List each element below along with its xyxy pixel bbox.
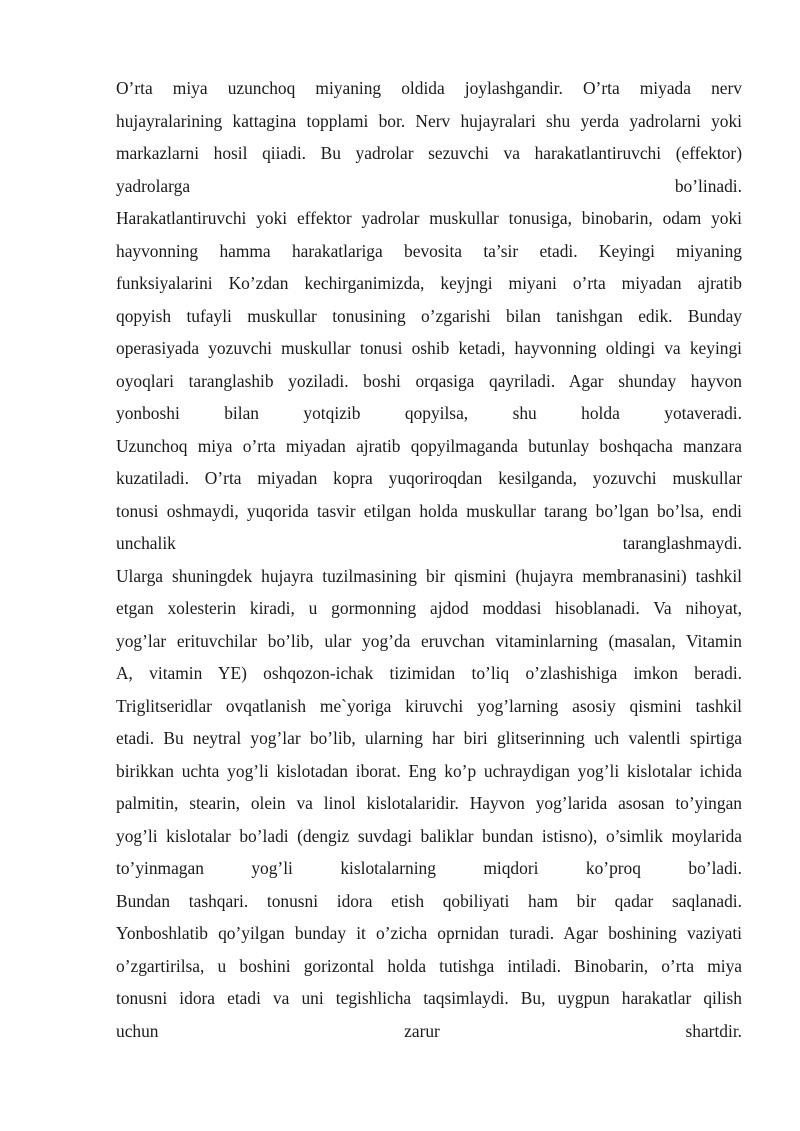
text-line: kuzatiladi. O’rta miyadan kopra yuqoriroqdan kesilganda, yozuvchi muskullar xyxy=(116,468,742,488)
document-page xyxy=(116,72,742,1047)
text-line: palmitin, stearin, olein va linol kislotalaridir. Hayvon yog’larida asosan to’yingan xyxy=(116,793,742,813)
text-line: O’rta miya uzunchoq miyaning oldida joylashgandir. O’rta miyada nerv xyxy=(116,78,742,98)
text-line: yog’lar erituvchilar bo’lib, ular yog’da eruvchan vitaminlarning (masalan, Vitamin xyxy=(116,630,742,651)
text-line: Bundan tashqari. tonusni idora etish qobiliyati ham bir qadar saqlanadi. xyxy=(116,890,742,911)
text-line: yog’li kislotalar bo’ladi (dengiz suvdagi baliklar bundan istisno), o’simlik moylarida xyxy=(116,825,742,846)
text-line: Yonboshlatib qo’yilgan bunday it o’zicha oprnidan turadi. Agar boshining vaziyati xyxy=(116,923,742,943)
text-line: tonusi oshmaydi, yuqorida tasvir etilgan holda muskullar tarang bo’lgan bo’lsa, endi xyxy=(116,500,742,521)
text-line: tonusni idora etadi va uni tegishlicha taqsimlaydi. Bu, uygpun harakatlar qilish xyxy=(116,988,742,1008)
text-line: oyoqlari taranglashib yoziladi. boshi orqasiga qayriladi. Agar shunday hayvon xyxy=(116,370,742,391)
text-line: qopyish tufayli muskullar tonusining o’zgarishi bilan tanishgan edik. Bunday xyxy=(116,305,742,326)
text-line: uchun zarur shartdir. xyxy=(116,1020,742,1041)
text-line: etgan xolesterin kiradi, u gormonning ajdod moddasi hisoblanadi. Va nihoyat, xyxy=(116,598,742,618)
text-line: A, vitamin YE) oshqozon-ichak tizimidan to’liq o’zlashishiga imkon beradi. xyxy=(116,663,742,683)
text-line: funksiyalarini Ko’zdan kechirganimizda, keyjngi miyani o’rta miyadan ajratib xyxy=(116,273,742,293)
text-line: operasiyada yozuvchi muskullar tonusi oshib ketadi, hayvonning oldingi va keyingi xyxy=(116,338,742,358)
text-line: to’yinmagan yog’li kislotalarning miqdori ko’proq bo’ladi. xyxy=(116,858,742,878)
text-line: Harakatlantiruvchi yoki effektor yadrolar muskullar tonusiga, binobarin, odam yoki xyxy=(116,208,742,228)
text-line: o’zgartirilsa, u boshini gorizontal holda tutishga intiladi. Binobarin, o’rta miya xyxy=(116,955,742,976)
text-line: birikkan uchta yog’li kislotadan iborat. Eng ko’p uchraydigan yog’li kislotalar ichida xyxy=(116,760,742,781)
text-line: markazlarni hosil qiiadi. Bu yadrolar sezuvchi va harakatlantiruvchi (effektor) xyxy=(116,143,742,163)
text-line: Ularga shuningdek hujayra tuzilmasining bir qismini (hujayra membranasini) tashkil xyxy=(116,565,742,586)
text-line: hujayralarining kattagina topplami bor. Nerv hujayralari shu yerda yadrolarni yoki xyxy=(116,110,742,131)
text-line: unchalik taranglashmaydi. xyxy=(116,533,742,553)
text-line: etadi. Bu neytral yog’lar bo’lib, ularning har biri glitserinning uch valentli spirtiga xyxy=(116,728,742,748)
text-line: Uzunchoq miya o’rta miyadan ajratib qopyilmaganda butunlay boshqacha manzara xyxy=(116,435,742,456)
text-line: hayvonning hamma harakatlariga bevosita ta’sir etadi. Keyingi miyaning xyxy=(116,240,742,261)
text-line: yonboshi bilan yotqizib qopyilsa, shu holda yotaveradi. xyxy=(116,403,742,423)
text-line: Triglitseridlar ovqatlanish me`yoriga kiruvchi yog’larning asosiy qismini tashkil xyxy=(116,695,742,716)
text-line: yadrolarga bo’linadi. xyxy=(116,175,742,196)
